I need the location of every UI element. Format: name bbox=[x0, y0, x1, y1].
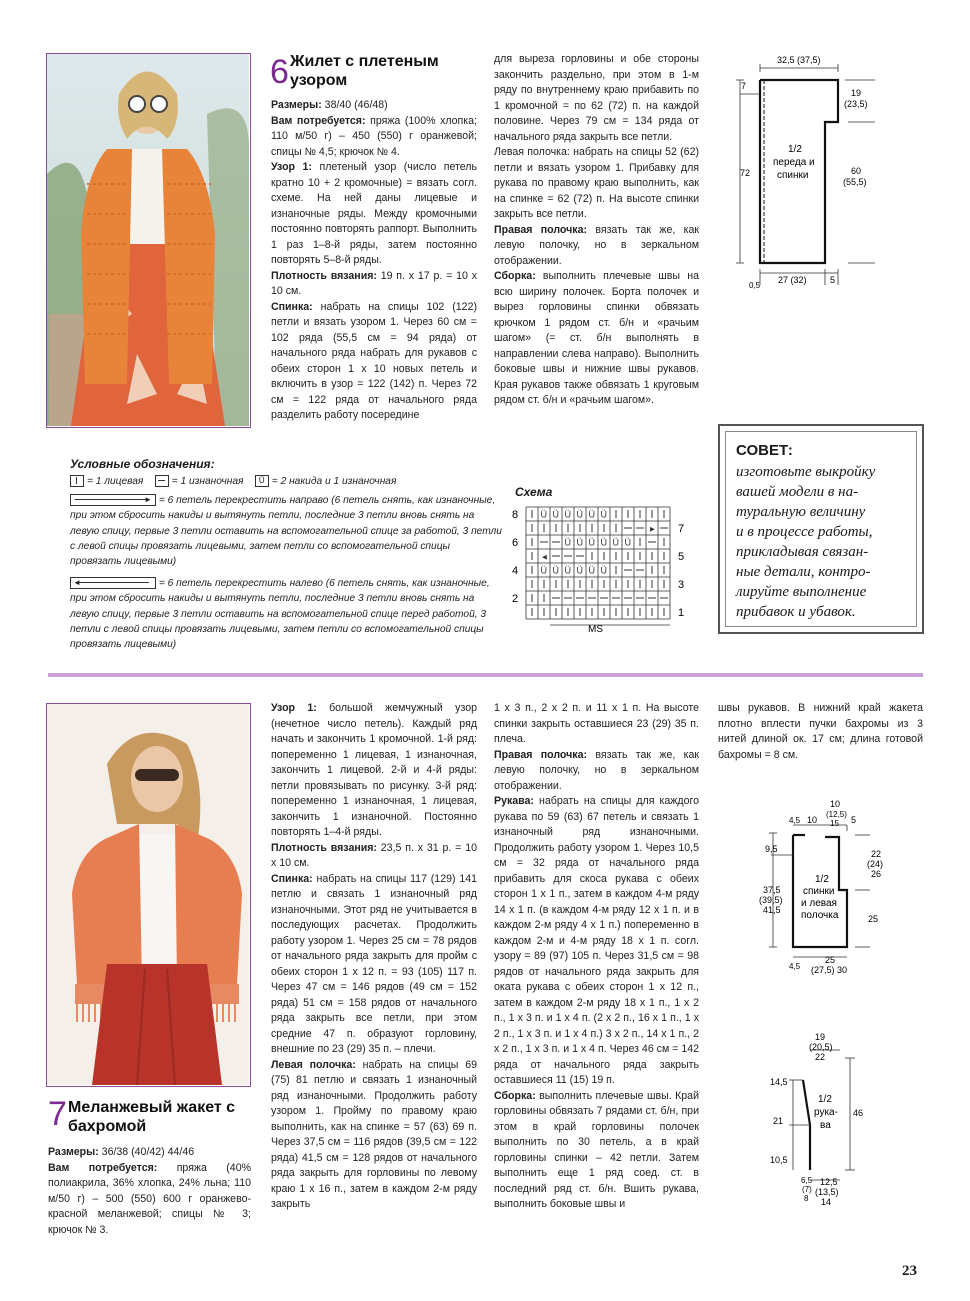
grid-purl-mark bbox=[624, 598, 632, 599]
vest-label-1: 1/2 bbox=[788, 144, 802, 155]
grid-yarnover-mark: Ü bbox=[564, 509, 571, 520]
vest-pattern-diagram bbox=[730, 50, 880, 295]
grid-knit-mark bbox=[556, 608, 557, 616]
tip-line: ные детали, контро- bbox=[736, 564, 871, 580]
vest-dim-edge-right: 5 bbox=[830, 275, 836, 285]
tip-text bbox=[736, 462, 916, 622]
legend-cross-left-text: = 6 петель перекрестить налево (6 петель снять, как изнаночные, при этом сбросить накиды и вытянуть петли, последние 3 петли вновь снять на левую спицу, первые 3 петли оставить на вспомогательной спице перед работой, 3 петли с левой спицы провязать лицевыми, затем петли со вспомогательной спицы провязать лицевыми) bbox=[70, 578, 490, 651]
grid-knit-mark bbox=[616, 524, 617, 532]
grid-knit-mark bbox=[532, 538, 533, 546]
a7c1-paragraph-heading: Узор 1: bbox=[271, 702, 317, 714]
grid-purl-mark bbox=[576, 556, 584, 557]
grid-knit-mark bbox=[640, 510, 641, 518]
grid-knit-mark bbox=[640, 552, 641, 560]
a7intro-paragraph bbox=[48, 1145, 251, 1161]
jb-label-1: 1/2 bbox=[815, 874, 829, 885]
a7intro-paragraph-heading: Вам потребуется: bbox=[48, 1161, 158, 1174]
grid-knit-mark bbox=[640, 608, 641, 616]
vest-dim-edge-small: 0,5 bbox=[749, 281, 761, 290]
tip-line: и в процессе работы, bbox=[736, 524, 873, 540]
grid-knit-mark bbox=[544, 580, 545, 588]
tip-line: туральную величину bbox=[736, 504, 866, 520]
grid-knit-mark bbox=[664, 510, 665, 518]
a7c2-paragraph bbox=[494, 1089, 699, 1213]
tip-line: вашей модели в на- bbox=[736, 484, 859, 500]
grid-knit-mark bbox=[640, 580, 641, 588]
sl-bottom-left-1: 6,5 bbox=[801, 1176, 813, 1185]
vest-dim-sleeve-drop-alt: (23,5) bbox=[844, 99, 868, 109]
legend-cross-right-text: = 6 петель перекрестить направо (6 петель снять, как изнаночные, при этом сбросить накиды и вытянуть петли, последние 3 петли вновь снять на левую спицу, первые 3 петли оставить на вспомогательной спице за работой, 3 петли с левой спицы провязать лицевыми, затем петли со вспомогательной спицы провязать лицевыми) bbox=[70, 495, 502, 568]
tip-line: прибавок и убавок. bbox=[736, 604, 856, 620]
vest-label-3: спинки bbox=[777, 170, 809, 181]
a6c1-paragraph bbox=[271, 269, 477, 300]
grid-yarnover-mark: Ü bbox=[576, 537, 583, 548]
article-7-column-3 bbox=[718, 701, 923, 763]
grid-knit-mark bbox=[628, 608, 629, 616]
grid-knit-mark bbox=[544, 608, 545, 616]
vest-dim-sleeve-drop: 19 bbox=[851, 88, 862, 98]
grid-knit-mark bbox=[532, 510, 533, 518]
tip-line: прикладывая связан- bbox=[736, 544, 869, 560]
grid-knit-mark bbox=[616, 566, 617, 574]
a7c2-paragraph-text: выполнить плечевые швы. Край горловины обвязать 7 рядами ст. б/н, при этом в край горловины полочек выполнить по 30 петель, а в край горловины спинки – 42 петли. Затем выполнить еще 1 ряд соед. ст. в последний ряд ст. б/н. Вшить рукава, выполнить боковые швы и bbox=[494, 1089, 699, 1210]
article-6-title: Жилет с плетеным узором bbox=[290, 53, 439, 89]
jb-bottom-left: 4,5 bbox=[789, 962, 801, 971]
grid-purl-mark bbox=[636, 570, 644, 571]
a7c2-paragraph bbox=[494, 701, 699, 748]
vest-label-2: переда и bbox=[773, 157, 815, 168]
jacket-body-pattern-diagram bbox=[755, 795, 895, 980]
jb-left-top: 4,5 bbox=[789, 816, 801, 825]
a7c1-paragraph-heading: Спинка: bbox=[271, 872, 313, 885]
article-6-column-2 bbox=[494, 52, 699, 409]
grid-yarnover-mark: Ü bbox=[552, 565, 559, 576]
a7c2-paragraph-text: вязать так же, как левую полочку, но в зеркальном отображении. bbox=[494, 748, 699, 792]
article-7-intro bbox=[48, 1145, 251, 1238]
tip-box bbox=[718, 424, 924, 634]
a6c1-paragraph-heading: Узор 1: bbox=[271, 161, 312, 173]
a7intro-paragraph bbox=[48, 1161, 251, 1239]
grid-ms-label: MS bbox=[588, 624, 603, 635]
jb-right-2: (24) bbox=[867, 859, 884, 869]
grid-yarnover-mark: Ü bbox=[576, 565, 583, 576]
jb-left-1: 37,5 bbox=[763, 885, 781, 895]
grid-knit-mark bbox=[532, 594, 533, 602]
stitch-scheme-grid bbox=[508, 503, 688, 638]
grid-yarnover-mark: Ü bbox=[576, 509, 583, 520]
vest-photo bbox=[46, 53, 251, 428]
sl-cuff: 10,5 bbox=[770, 1155, 788, 1165]
grid-knit-mark bbox=[664, 566, 665, 574]
grid-yarnover-mark: Ü bbox=[600, 565, 607, 576]
a6c2-paragraph bbox=[494, 145, 699, 223]
page-number: 23 bbox=[902, 1263, 917, 1279]
grid-knit-mark bbox=[580, 524, 581, 532]
grid-knit-mark bbox=[580, 580, 581, 588]
jb-left-3: 41,5 bbox=[763, 905, 781, 915]
grid-yarnover-mark: Ü bbox=[612, 537, 619, 548]
jb-bottom-1: 25 bbox=[825, 955, 836, 965]
article-6-number: 6 bbox=[270, 53, 289, 91]
grid-knit-mark bbox=[532, 580, 533, 588]
grid-knit-mark bbox=[532, 608, 533, 616]
grid-cross-mark: ◄ bbox=[540, 552, 549, 562]
grid-knit-mark bbox=[544, 594, 545, 602]
grid-knit-mark bbox=[652, 566, 653, 574]
article-7-title: Меланжевый жакет с бахромой bbox=[68, 1099, 236, 1135]
legend-symbols bbox=[70, 474, 510, 489]
grid-purl-mark bbox=[540, 542, 548, 543]
yarn-over-symbol-icon: Ü bbox=[255, 475, 269, 487]
a6c1-paragraph-heading: Плотность вязания: bbox=[271, 269, 377, 282]
jb-shoulder: 9,5 bbox=[765, 844, 778, 854]
grid-purl-mark bbox=[624, 528, 632, 529]
grid-purl-mark bbox=[552, 598, 560, 599]
grid-knit-mark bbox=[532, 524, 533, 532]
a7c3-paragraph-text: швы рукавов. В нижний край жакета плотно вплести пучки бахромы из 3 нитей длиной ок. 17 см; длина готовой бахромы = 8 см. bbox=[718, 702, 923, 761]
grid-knit-mark bbox=[652, 580, 653, 588]
legend-cross-right bbox=[70, 493, 502, 569]
a6c1-paragraph bbox=[271, 98, 477, 114]
cross-right-symbol-icon: ► bbox=[70, 494, 156, 506]
sl-bottom-2: (13,5) bbox=[815, 1187, 839, 1197]
tip-line: изготовьте выкройку bbox=[736, 464, 876, 480]
vest-model-image bbox=[47, 54, 249, 426]
grid-yarnover-mark: Ü bbox=[552, 509, 559, 520]
article-7-number: 7 bbox=[48, 1095, 67, 1133]
a7c2-paragraph bbox=[494, 748, 699, 795]
vest-dim-width-bottom: 27 (32) bbox=[778, 275, 807, 285]
legend-purl: = 1 изнаночная bbox=[171, 476, 244, 487]
grid-purl-mark bbox=[588, 598, 596, 599]
jb-bottom-2: (27,5) 30 bbox=[811, 965, 848, 975]
jb-label-2: спинки bbox=[803, 886, 835, 897]
a7c1-paragraph-text: большой жемчужный узор (нечетное число петель). Каждый ряд начать и закончить 1 кромочной. 1-й ряд: попеременно 1 лицевая, 1 изнаночная, закончить 1 лицевой. 2-й и 4-й ряды: петли провязывать по рисунку. 3-й ряд: попеременно 1 изнаночная, 1 лицевая, закончить 1 изнаночной. Постоянно повторять 1–4-й ряды. bbox=[271, 702, 477, 838]
a7c1-paragraph bbox=[271, 872, 477, 1058]
a6c1-paragraph-heading: Спинка: bbox=[271, 300, 313, 313]
grid-knit-mark bbox=[604, 580, 605, 588]
a6c1-paragraph bbox=[271, 160, 477, 269]
sl-cap: 14,5 bbox=[770, 1077, 788, 1087]
grid-knit-mark bbox=[616, 552, 617, 560]
grid-knit-mark bbox=[568, 608, 569, 616]
a7intro-paragraph-text: 36/38 (40/42) 44/46 bbox=[98, 1146, 195, 1158]
grid-knit-mark bbox=[664, 580, 665, 588]
grid-row-label-right: 5 bbox=[678, 551, 685, 563]
grid-purl-mark bbox=[660, 528, 668, 529]
a7c2-paragraph-text: набрать на спицы для каждого рукава по 59 (63) 67 петель и связать 1 изнаночный ряд изнаночными. Продолжить работу узором 1. Через 10,5 см = 32 ряда от начального ряда прибавить для скоса рукава с обеих сторон 1 х 1 п., затем в каждом 4-м ряду 14 х 1 п. (в каждом 4-м ряду 12 х 1 п. и в каждом 2-м ряду 4 х 1 п.) попеременно в каждом 2-м и 4-м ряду 18 х 1 п. согл. узору = 89 (97) 105 п. Через 31,5 см = 98 рядов от начального ряда закрыть для оката рукава с обеих сторон 1 х 12 п., затем в каждом 2-м ряду 18 х 1 п., 1 х 2 п., 1 х 3 п. и 1 х 4 п. (2 х 2 п., 16 х 1 п., 1 х 2 п., 1 х 3 п. и 1 х 4 п.) 3 х 2 п., 14 х 1 п., 2 х 2 п., 1 х 3 п. и 1 х 4 п. Через 46 см = 142 ряда от начального ряда закрыть оставшиеся 11 (15) 19 п. bbox=[494, 795, 699, 1086]
a7c1-paragraph bbox=[271, 1058, 477, 1213]
grid-knit-mark bbox=[640, 538, 641, 546]
grid-purl-mark bbox=[600, 598, 608, 599]
vest-dim-sleeve-left: 7 bbox=[741, 81, 747, 91]
a7c1-paragraph-heading: Левая полочка: bbox=[271, 1058, 356, 1071]
a7c3-paragraph bbox=[718, 701, 923, 763]
sl-bottom-3: 14 bbox=[821, 1197, 832, 1207]
a6c1-paragraph-text: набрать на спицы 102 (122) петли и вязать узором 1. Через 60 см = 102 ряда (55,5 см = 94 ряда) от начального ряда набрать для рукавов с обеих сторон 1 х 10 новых петель и включить в узор = 122 (142) п. Через 72 см = 122 ряда от начального ряда разделить работу посередине bbox=[271, 300, 477, 421]
grid-purl-mark bbox=[624, 570, 632, 571]
vest-dim-width-top: 32,5 (37,5) bbox=[777, 55, 821, 65]
article-6-column-1 bbox=[271, 98, 477, 424]
legend-title: Условные обозначения: bbox=[70, 457, 215, 471]
grid-knit-mark bbox=[664, 608, 665, 616]
a6c1-paragraph-heading: Вам потребуется: bbox=[271, 114, 366, 127]
grid-row-label-left: 2 bbox=[512, 593, 519, 605]
grid-knit-mark bbox=[628, 510, 629, 518]
a7c1-paragraph bbox=[271, 701, 477, 841]
jb-right-top: 5 bbox=[851, 815, 857, 825]
a6c2-paragraph bbox=[494, 223, 699, 270]
grid-knit-mark bbox=[628, 580, 629, 588]
a6c2-paragraph-text: для выреза горловины и обе стороны закончить раздельно, при этом в 1-м ряду по внутреннему краю прибавить по 1 кромочной = по 62 (72) п. на каждой половине. Через 79 см = 134 ряда от начального ряда закрыть все петли. bbox=[494, 53, 699, 143]
a7c2-paragraph-heading: Рукава: bbox=[494, 795, 534, 807]
a6c2-paragraph bbox=[494, 52, 699, 145]
a6c1-paragraph-text: пряжа (100% хлопка; 110 м/50 г) – 450 (550) г оранжевой; спицы № 4,5; крючок № 4. bbox=[271, 114, 477, 158]
grid-knit-mark bbox=[532, 552, 533, 560]
grid-knit-mark bbox=[592, 524, 593, 532]
a7c2-paragraph-heading: Правая полочка: bbox=[494, 748, 588, 761]
sl-top-2: (20,5) bbox=[809, 1042, 833, 1052]
grid-knit-mark bbox=[664, 552, 665, 560]
grid-knit-mark bbox=[592, 552, 593, 560]
purl-symbol-icon bbox=[155, 475, 169, 487]
a7c2-paragraph-text: 1 х 3 п., 2 х 2 п. и 11 х 1 п. На высоте спинки закрыть оставшиеся 23 (29) 35 п. плеча. bbox=[494, 702, 699, 745]
legend-cross-left bbox=[70, 576, 502, 652]
grid-knit-mark bbox=[556, 580, 557, 588]
grid-knit-mark bbox=[568, 580, 569, 588]
article-7-column-1 bbox=[271, 701, 477, 1213]
jb-top-3: 15 bbox=[830, 819, 839, 828]
grid-purl-mark bbox=[552, 556, 560, 557]
tip-line: лируйте выполнение bbox=[736, 584, 867, 600]
grid-purl-mark bbox=[576, 598, 584, 599]
a7c1-paragraph-text: набрать на спицы 117 (129) 141 петлю и связать 1 изнаночный ряд изнаночными. Этот ряд не учитывается в последующих расчетах. Продолжить работу узором 1. Через 25 см = 78 рядов от начального ряда закрыть для пройм с обеих сторон 1 х 12 п. = 93 (105) 117 п. Через 47 см = 146 рядов (49 см = 152 ряда) 51 см = 158 рядов от начального ряда закрыть все петли, при этом средние 47 п. образуют горловину, внешние по 23 (29) 35 п. – плечи. bbox=[271, 872, 477, 1055]
vest-dim-side-height: 60 bbox=[851, 166, 862, 176]
jacket-sleeve-pattern-diagram bbox=[765, 1030, 885, 1210]
vest-dim-side-height-alt: (55,5) bbox=[843, 177, 867, 187]
grid-purl-mark bbox=[636, 598, 644, 599]
jb-mid-top: 10 bbox=[807, 815, 818, 825]
a6c2-paragraph-text: вязать так же, как левую полочку, но в зеркальном отображении. bbox=[494, 223, 699, 267]
grid-yarnover-mark: Ü bbox=[624, 537, 631, 548]
grid-knit-mark bbox=[652, 608, 653, 616]
grid-knit-mark bbox=[652, 510, 653, 518]
a7c2-paragraph-heading: Сборка: bbox=[494, 1089, 536, 1102]
grid-knit-mark bbox=[604, 524, 605, 532]
a7intro-paragraph-heading: Размеры: bbox=[48, 1146, 99, 1158]
grid-knit-mark bbox=[592, 580, 593, 588]
grid-purl-mark bbox=[636, 528, 644, 529]
sl-label-3: ва bbox=[820, 1120, 831, 1131]
grid-knit-mark bbox=[604, 608, 605, 616]
jb-top-2: (12,5) bbox=[826, 810, 847, 819]
sl-top-1: 19 bbox=[815, 1032, 826, 1042]
a6c1-paragraph bbox=[271, 300, 477, 424]
grid-purl-mark bbox=[648, 542, 656, 543]
jb-label-4: полочка bbox=[801, 910, 839, 921]
grid-row-label-left: 6 bbox=[512, 537, 519, 549]
grid-purl-mark bbox=[564, 556, 572, 557]
a7c1-paragraph-text: набрать на спицы 69 (75) 81 петлю и связать 1 изнаночный ряд изнаночными. Продолжить работу узором 1. Пройму по правому краю выполнить, как на спинке = 57 (63) 69 п. Через 37,5 см = 116 рядов (39,5 см = 122 ряда) 41,5 см = 128 рядов от начального ряда закрыть для горловины по левому краю 1 х 16 п., затем в каждом 2-м ряду закрыть bbox=[271, 1058, 477, 1210]
grid-knit-mark bbox=[628, 552, 629, 560]
section-divider bbox=[48, 673, 923, 677]
sl-length: 46 bbox=[853, 1108, 864, 1118]
legend-knit: = 1 лицевая bbox=[87, 476, 144, 487]
sl-bottom-1: 12,5 bbox=[820, 1177, 838, 1187]
a6c1-paragraph-text: 19 п. х 17 р. = 10 х 10 см. bbox=[271, 269, 477, 297]
grid-purl-mark bbox=[552, 542, 560, 543]
vest-dim-height: 72 bbox=[740, 168, 751, 178]
a6c1-paragraph bbox=[271, 114, 477, 161]
scheme-title: Схема bbox=[515, 485, 553, 499]
a6c1-paragraph-heading: Размеры: bbox=[271, 99, 322, 111]
grid-yarnover-mark: Ü bbox=[540, 509, 547, 520]
grid-purl-mark bbox=[660, 598, 668, 599]
grid-knit-mark bbox=[556, 524, 557, 532]
jb-left-2: (39,5) bbox=[759, 895, 783, 905]
jacket-model-image bbox=[47, 704, 249, 1085]
grid-knit-mark bbox=[568, 524, 569, 532]
grid-knit-mark bbox=[616, 608, 617, 616]
grid-row-label-left: 8 bbox=[512, 509, 519, 521]
jb-label-3: и левая bbox=[801, 898, 837, 909]
jb-right-3: 26 bbox=[871, 869, 882, 879]
grid-yarnover-mark: Ü bbox=[564, 537, 571, 548]
jb-right-1: 22 bbox=[871, 849, 882, 859]
grid-knit-mark bbox=[592, 608, 593, 616]
article-7-column-2 bbox=[494, 701, 699, 1213]
sl-label-2: рука- bbox=[814, 1107, 838, 1118]
grid-row-label-right: 7 bbox=[678, 523, 685, 535]
grid-knit-mark bbox=[616, 580, 617, 588]
grid-row-label-right: 3 bbox=[678, 579, 685, 591]
grid-knit-mark bbox=[616, 510, 617, 518]
grid-knit-mark bbox=[664, 538, 665, 546]
grid-knit-mark bbox=[544, 524, 545, 532]
jb-side: 25 bbox=[868, 914, 879, 924]
grid-knit-mark bbox=[652, 552, 653, 560]
grid-knit-mark bbox=[604, 552, 605, 560]
sl-bottom-left-3: 8 bbox=[804, 1194, 809, 1203]
a7intro-paragraph-text: пряжа (40% полиакрила, 36% хлопка, 24% льна; 110 м/50 г) – 500 (550) 600 г оранжево-красной меланжевой; спицы № 3; крючок № 3. bbox=[48, 1161, 252, 1236]
tip-title: СОВЕТ: bbox=[736, 442, 793, 459]
grid-yarnover-mark: Ü bbox=[600, 509, 607, 520]
a7c1-paragraph-text: 23,5 п. х 31 р. = 10 х 10 см. bbox=[271, 841, 477, 869]
grid-yarnover-mark: Ü bbox=[564, 565, 571, 576]
grid-knit-mark bbox=[580, 608, 581, 616]
cross-left-symbol-icon: ◄ bbox=[70, 577, 156, 589]
grid-yarnover-mark: Ü bbox=[588, 537, 595, 548]
a6c2-paragraph-text: Левая полочка: набрать на спицы 52 (62) петли и вязать узором 1. Прибавку для рукава по правому краю выполнить, как на спинке = 62 (72) п. На высоте спинки закрыть все петли. bbox=[494, 146, 699, 220]
grid-yarnover-mark: Ü bbox=[588, 509, 595, 520]
legend-yarn-over: = 2 накида и 1 изнаночная bbox=[271, 476, 397, 487]
grid-knit-mark bbox=[532, 566, 533, 574]
grid-row-label-left: 4 bbox=[512, 565, 519, 577]
a6c1-paragraph-text: плетеный узор (число петель кратно 10 + 2 кромочные) = вязать согл. схеме. На ней даны лицевые и изнаночные ряды. Между кромочными постоянно повторять раппорт. Выполнить 1 раз 1–8-й ряды, затем постоянно повторять 5–8-й ряды. bbox=[271, 161, 478, 266]
grid-purl-mark bbox=[564, 598, 572, 599]
grid-cross-mark: ► bbox=[648, 524, 657, 534]
sl-label-1: 1/2 bbox=[818, 1094, 832, 1105]
grid-purl-mark bbox=[648, 598, 656, 599]
jacket-photo bbox=[46, 703, 251, 1087]
jb-top-1: 10 bbox=[830, 799, 841, 809]
a6c2-paragraph-heading: Сборка: bbox=[494, 270, 536, 282]
a7c2-paragraph bbox=[494, 794, 699, 1089]
grid-row-label-right: 1 bbox=[678, 607, 685, 619]
a7c1-paragraph-heading: Плотность вязания: bbox=[271, 841, 377, 854]
knit-symbol-icon bbox=[70, 475, 84, 487]
grid-yarnover-mark: Ü bbox=[600, 537, 607, 548]
sl-bottom-left-2: (7) bbox=[802, 1185, 812, 1194]
a6c2-paragraph bbox=[494, 269, 699, 409]
sl-side: 21 bbox=[773, 1116, 784, 1126]
grid-yarnover-mark: Ü bbox=[540, 565, 547, 576]
a6c2-paragraph-heading: Правая полочка: bbox=[494, 223, 588, 236]
grid-yarnover-mark: Ü bbox=[588, 565, 595, 576]
grid-purl-mark bbox=[612, 598, 620, 599]
a7c1-paragraph bbox=[271, 841, 477, 872]
sl-top-3: 22 bbox=[815, 1052, 826, 1062]
a6c2-paragraph-text: выполнить плечевые швы на всю ширину полочек. Борта полочек и вырез горловины спинки обвязать крючком 1 рядом ст. б/н и «рачьим шагом» (= ст. б/н выполнять в направлении слева направо). Выполнить боковые швы и нижние швы рукавов. Края рукавов также обвязать 1 круговым рядом ст. б/н и «рачьим шагом». bbox=[494, 270, 699, 406]
a6c1-paragraph-text: 38/40 (46/48) bbox=[321, 99, 388, 111]
